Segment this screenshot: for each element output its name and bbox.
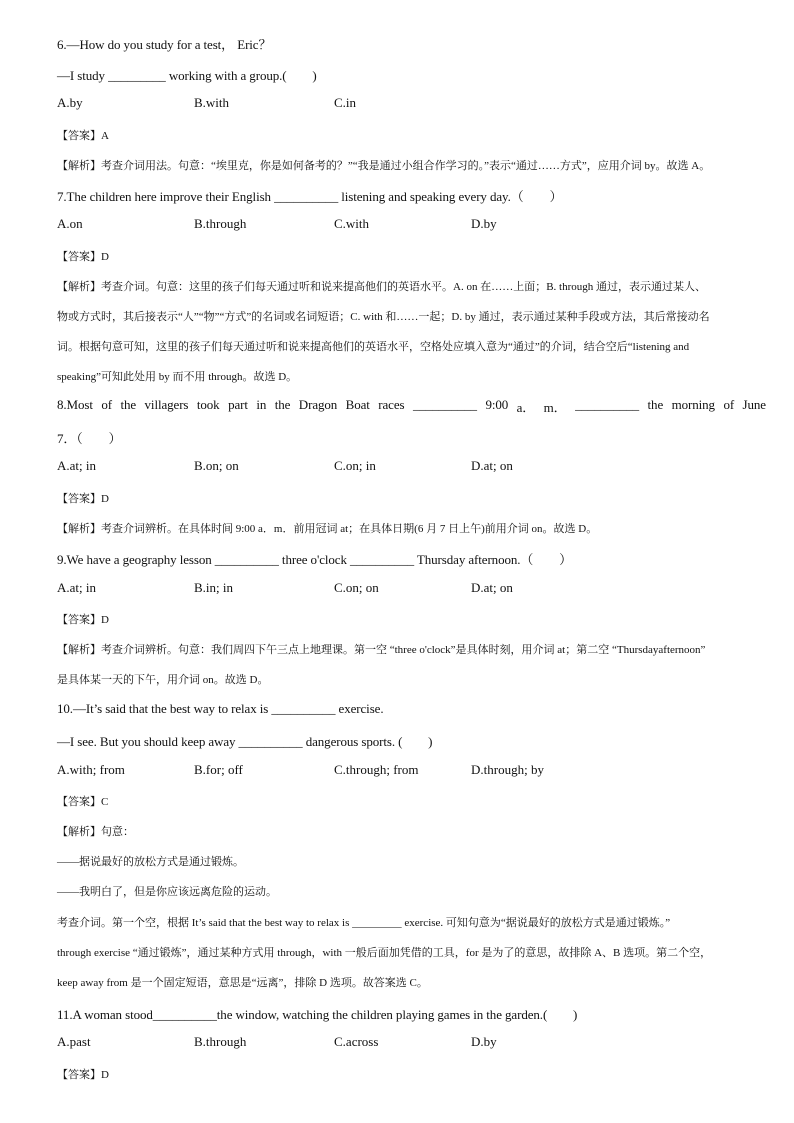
- q9-analysis-line-1: 【解析】考查介词辨析。句意：我们周四下午三点上地理课。第一空 “three o'clock”是具体时刻，用介词 at；第二空 “Thursdayafternoon”: [57, 644, 706, 656]
- q10-option-c: C.through; from: [334, 762, 419, 777]
- q10-analysis-line-3: ——我明白了，但是你应该远离危险的运动。: [57, 886, 277, 898]
- q11-stem: 11.A woman stood__________the window, watching the children playing games in the garden.( ): [57, 1007, 578, 1022]
- q9-option-d: D.at; on: [471, 580, 513, 595]
- q8-word: races: [378, 397, 405, 412]
- q7-answer: 【答案】D: [57, 251, 109, 263]
- q11-option-b: B.through: [194, 1034, 247, 1049]
- q10-option-a: A.with; from: [57, 762, 125, 777]
- q6-option-a: A.by: [57, 95, 83, 110]
- q8-option-a: A.at; in: [57, 458, 96, 473]
- q8-blank: __________: [412, 397, 477, 412]
- q10-stem-reply: —I see. But you should keep away __________ dangerous sports. ( ): [57, 734, 433, 749]
- q7-analysis-line-3: 词。根据句意可知，这里的孩子们每天通过听和说来提高他们的英语水平，空格处应填入意为“通过”的介词，结合空后“listening and: [57, 341, 690, 353]
- q8-word: the: [647, 397, 664, 412]
- q8-blank: __________: [575, 397, 640, 412]
- q7-option-a: A.on: [57, 216, 83, 231]
- q11-option-a: A.past: [57, 1034, 91, 1049]
- q6-stem: 6.—How do you study for a test， Eric？: [57, 37, 272, 52]
- q10-analysis-line-2: ——据说最好的放松方式是通过锻炼。: [57, 856, 244, 868]
- q8-word: Dragon: [298, 397, 338, 412]
- q8-option-b: B.on; on: [194, 458, 239, 473]
- q10-analysis-line-5: through exercise “通过锻炼”，通过某种方式用 through，with 一般后面加凭借的工具，for 是为了的意思，故排除 A、B 选项。第二个空，: [57, 947, 712, 959]
- q8-word: in: [256, 397, 267, 412]
- q10-analysis-line-4: 考查介词。第一个空，根据 It’s said that the best way to relax is _________ exercise. 可知句意为“据说最好的放松方式是通过锻炼。”: [57, 917, 671, 929]
- q11-answer: 【答案】D: [57, 1069, 109, 1081]
- q7-option-b: B.through: [194, 216, 247, 231]
- q8-word: morning: [671, 397, 715, 412]
- q7-analysis-line-2: 物或方式时，其后接表示“人”“物”“方式”的名词或名词短语；C. with 和……一起；D. by 通过，表示通过某种手段或方法，其后常接动名: [57, 311, 710, 323]
- q10-option-d: D.through; by: [471, 762, 544, 777]
- q6-option-b: B.with: [194, 95, 230, 110]
- q7-stem: 7.The children here improve their English __________ listening and speaking every day.（ ）: [57, 189, 563, 204]
- q10-analysis-line-1: 【解析】句意：: [57, 826, 134, 838]
- q8-word: took: [196, 397, 220, 412]
- q6-stem-reply: —I study _________ working with a group.( ): [57, 68, 317, 83]
- q7-analysis-line-1: 【解析】考查介词。句意：这里的孩子们每天通过听和说来提高他们的英语水平。A. on 在……上面；B. through 通过，表示通过某人、: [57, 281, 706, 293]
- q10-stem: 10.—It’s said that the best way to relax is __________ exercise.: [57, 701, 384, 716]
- q7-analysis-line-4: speaking”可知此处用 by 而不用 through。故选 D。: [57, 371, 298, 383]
- q8-word: villagers: [144, 397, 189, 412]
- q8-option-c: C.on; in: [334, 458, 376, 473]
- q9-option-c: C.on; on: [334, 580, 379, 595]
- q10-analysis-line-6: keep away from 是一个固定短语，意思是“远离”，排除 D 选项。故答案选 C。: [57, 977, 428, 989]
- q8-word: June: [742, 397, 766, 412]
- q10-answer: 【答案】C: [57, 796, 109, 808]
- q8-word: 9:00: [485, 397, 509, 412]
- q8-word: m．: [543, 400, 567, 415]
- q8-word: of: [723, 397, 735, 412]
- q8-stem-cont: 7．（ ）: [57, 431, 122, 446]
- q8-word: 8.Most: [57, 397, 93, 412]
- q11-option-c: C.across: [334, 1034, 379, 1049]
- q9-option-a: A.at; in: [57, 580, 96, 595]
- q8-word: Boat: [345, 397, 370, 412]
- q7-option-d: D.by: [471, 216, 497, 231]
- q11-option-d: D.by: [471, 1034, 497, 1049]
- q9-answer: 【答案】D: [57, 614, 109, 626]
- q8-word: of: [101, 397, 112, 412]
- q8-answer: 【答案】D: [57, 493, 109, 505]
- q9-option-b: B.in; in: [194, 580, 234, 595]
- q8-word: the: [120, 397, 137, 412]
- q10-option-b: B.for; off: [194, 762, 243, 777]
- q8-word: the: [274, 397, 291, 412]
- q6-analysis: 【解析】考查介词用法。句意：“埃里克，你是如何备考的？”“我是通过小组合作学习的。”表示“通过……方式”，应用介词 by。故选 A。: [57, 160, 711, 172]
- q8-analysis: 【解析】考查介词辨析。在具体时间 9:00 a．m．前用冠词 at；在具体日期(6 月 7 日上午)前用介词 on。故选 D。: [57, 523, 598, 535]
- q8-stem: [57, 397, 766, 416]
- q8-word: a．: [516, 400, 536, 415]
- q8-option-d: D.at; on: [471, 458, 513, 473]
- q6-option-c: C.in: [334, 95, 357, 110]
- q8-word: part: [228, 397, 248, 412]
- q9-stem: 9.We have a geography lesson __________ three o'clock __________ Thursday afternoon.（ ）: [57, 552, 573, 567]
- q6-answer: 【答案】A: [57, 130, 109, 142]
- q9-analysis-line-2: 是具体某一天的下午，用介词 on。故选 D。: [57, 674, 269, 686]
- q7-option-c: C.with: [334, 216, 370, 231]
